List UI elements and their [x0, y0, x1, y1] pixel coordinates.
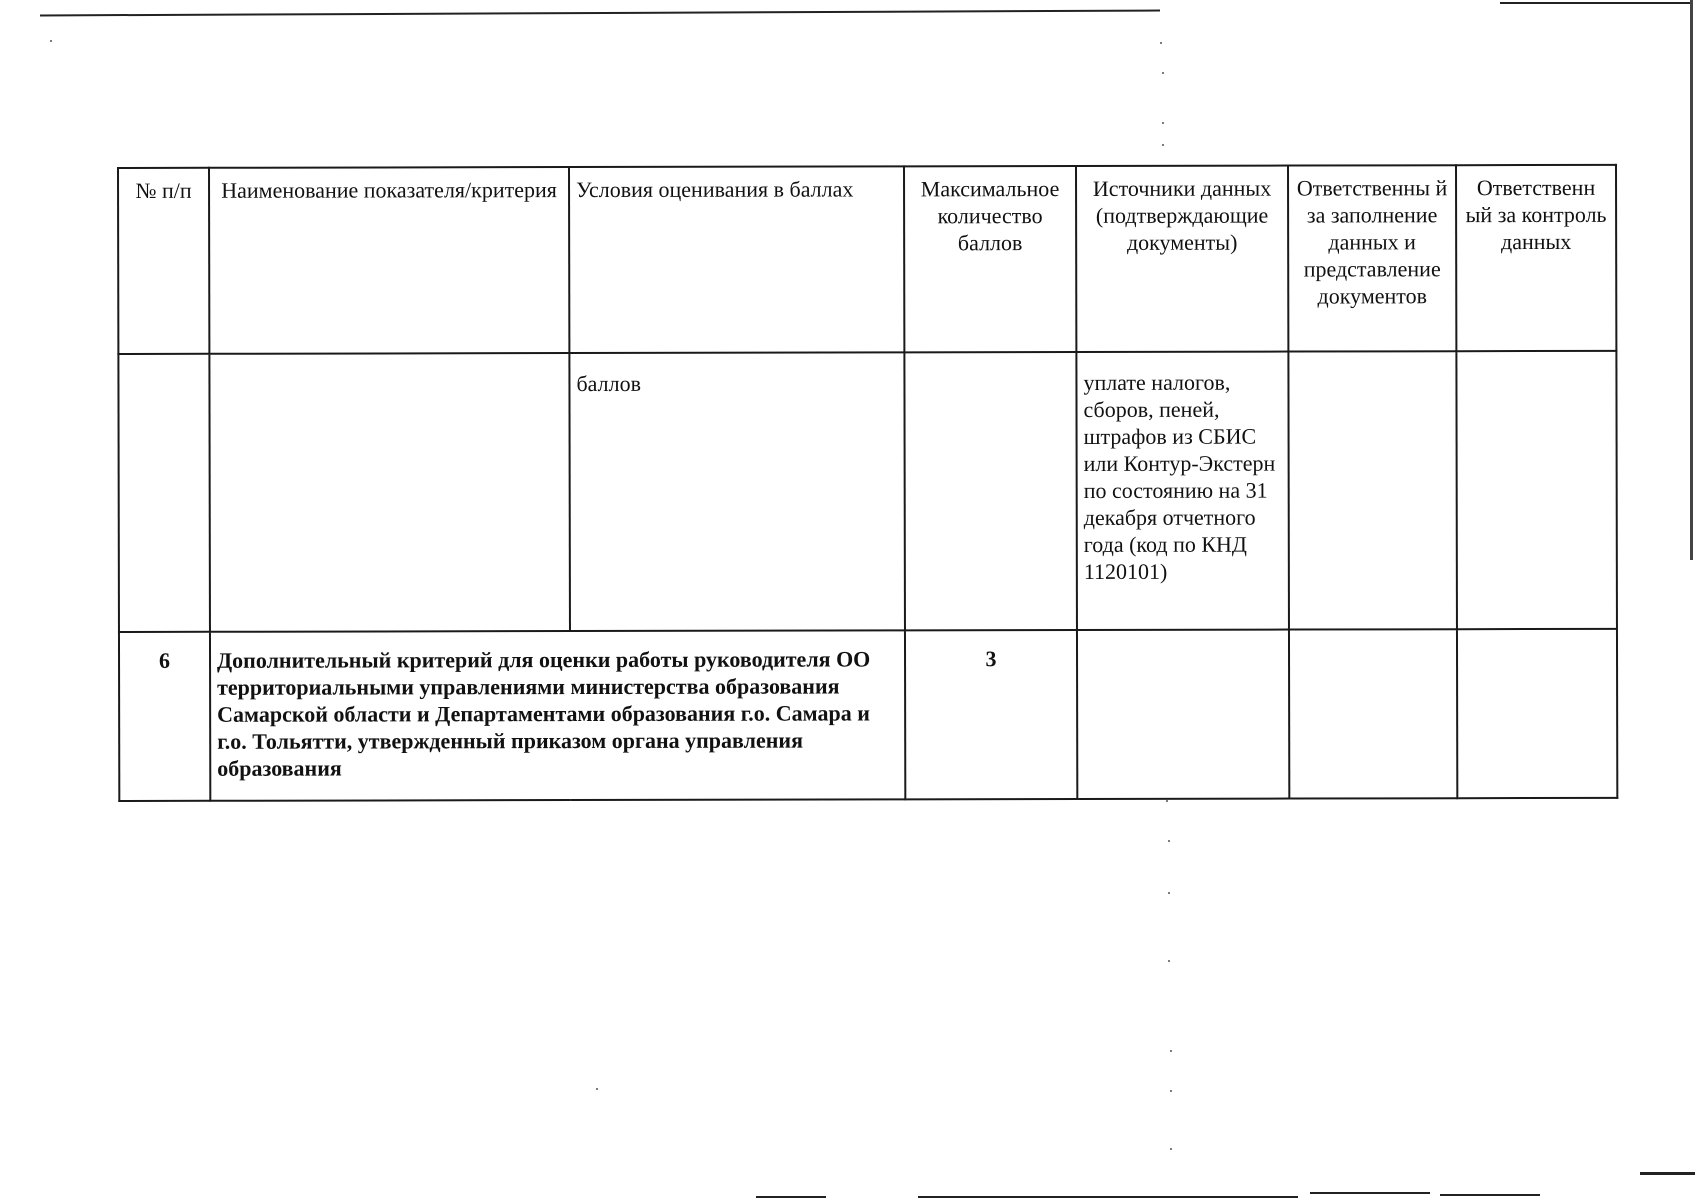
cell-responsible-control: [1457, 629, 1617, 798]
cell-sources: уплате налогов, сборов, пеней, штрафов из СБИС или Контур-Экстерн по состоянию на 31 декабря отчетного года (код по КНД 1120101): [1076, 352, 1289, 630]
scan-edge-right: [1690, 0, 1693, 560]
cell-responsible-control: [1456, 351, 1617, 629]
header-number: № п/п: [118, 168, 209, 354]
header-conditions: Условия оценивания в баллах: [569, 166, 904, 353]
scan-edge-bottom-5: [1640, 1172, 1695, 1175]
scan-edge-bottom-3: [1310, 1192, 1430, 1194]
cell-max-points: 3: [905, 630, 1077, 799]
header-max-points: Максимальное количество баллов: [904, 166, 1076, 352]
speck: [1166, 800, 1168, 802]
cell-sources: [1077, 630, 1289, 799]
speck: [1170, 1090, 1172, 1092]
speck: [1162, 144, 1164, 146]
cell-number: [118, 354, 210, 632]
cell-name: Дополнительный критерий для оценки работы руководителя ОО территориальными управлениями министерства образования Самарской области и Департаментами образования г.о. Самара и г.о. Тольятти, утвержденный приказом органа управления образования: [210, 630, 905, 800]
speck: [1162, 72, 1164, 74]
cell-number: 6: [119, 632, 210, 801]
header-responsible-control: Ответственн ый за контроль данных: [1456, 165, 1616, 351]
speck: [1170, 1050, 1172, 1052]
table-row: [118, 351, 1617, 632]
cell-responsible-fill: [1288, 351, 1457, 629]
header-row: [118, 165, 1616, 354]
scan-edge-bottom-4: [1440, 1194, 1540, 1196]
speck: [1168, 960, 1170, 962]
speck: [50, 40, 52, 42]
cell-max-points: [904, 352, 1077, 630]
cell-responsible-fill: [1289, 629, 1457, 798]
scan-edge-top: [40, 10, 1160, 17]
speck: [1168, 892, 1170, 894]
header-responsible-fill: Ответственны й за заполнение данных и представление документов: [1288, 165, 1456, 351]
header-sources: Источники данных (подтверждающие документы): [1076, 166, 1288, 352]
speck: [1170, 1148, 1172, 1150]
scan-edge-top-right: [1500, 2, 1690, 4]
scan-edge-bottom-2: [918, 1196, 1298, 1198]
speck: [1162, 122, 1164, 124]
speck: [1168, 840, 1170, 842]
header-name: Наименование показателя/критерия: [209, 167, 569, 354]
cell-conditions: баллов: [569, 352, 905, 631]
table-row: [119, 629, 1617, 801]
speck: [596, 1088, 598, 1090]
criteria-table: [117, 164, 1618, 802]
speck: [1160, 42, 1162, 44]
scan-edge-bottom-1: [756, 1196, 826, 1198]
cell-name: [209, 353, 570, 632]
